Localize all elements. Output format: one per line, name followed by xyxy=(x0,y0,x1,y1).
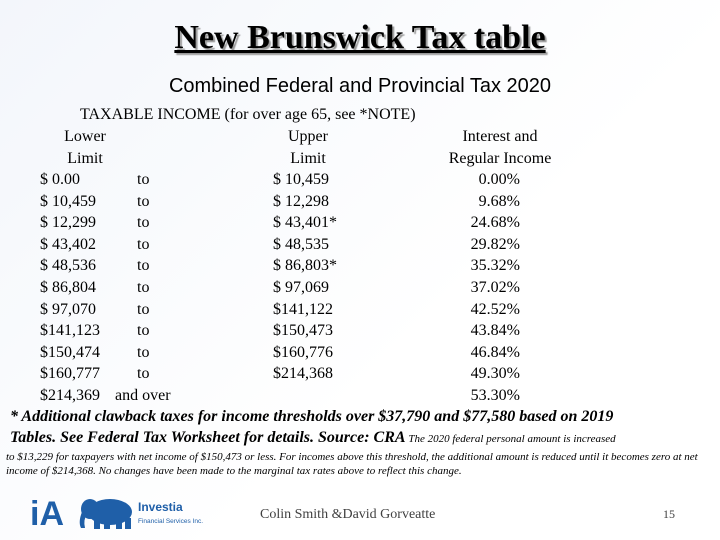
lower-limit-cell: $160,777 xyxy=(40,365,100,383)
upper-limit-cell: $214,368 xyxy=(273,365,333,383)
to-cell: to xyxy=(137,365,150,383)
lower-limit-cell: $ 0.00 xyxy=(40,171,80,188)
upper-limit-cell: $ 86,803* xyxy=(273,257,337,275)
upper-limit-cell: $ 12,298 xyxy=(273,192,329,210)
lower-limit-cell: $150,474 xyxy=(40,343,100,361)
table-row xyxy=(0,255,720,277)
to-cell: to xyxy=(137,171,150,188)
rate-header-line-2: Regular Income xyxy=(448,149,552,167)
table-row xyxy=(0,191,720,213)
table-row xyxy=(0,212,720,234)
to-cell: to xyxy=(137,192,150,210)
rate-cell: 49.30% xyxy=(470,365,520,383)
rate-cell: 43.84% xyxy=(470,322,520,340)
footer-authors: Colin Smith &David Gorveatte xyxy=(260,507,436,522)
table-row xyxy=(0,342,720,364)
rate-cell: 0.00% xyxy=(478,171,520,188)
table-row xyxy=(0,169,720,191)
note-line-2-bold: Tables. See Federal Tax Worksheet for details. Source: CRA xyxy=(10,429,406,446)
rate-header xyxy=(440,126,560,169)
to-cell: to xyxy=(137,278,150,296)
rate-cell: 35.32% xyxy=(470,257,520,275)
upper-header-line-2: Limit xyxy=(290,149,326,167)
lower-limit-cell: $ 97,070 xyxy=(40,300,96,318)
rate-cell: 24.68% xyxy=(470,214,520,232)
page-title: New Brunswick Tax table xyxy=(174,19,546,56)
personal-amount-note: to $13,229 for taxpayers with net income of $150,473 or less. For incomes above this threshold, the additional amount is reduced until it becomes zero at net income of $214,368. No changes have been made to the marginal tax rates above to reflect this change. xyxy=(6,451,698,477)
ia-investia-logo xyxy=(30,492,210,532)
lower-limit-header xyxy=(60,126,110,169)
lower-limit-cell: $ 12,299 xyxy=(40,214,96,232)
clawback-note xyxy=(10,406,715,450)
rate-cell: 42.52% xyxy=(470,300,520,318)
to-cell: to xyxy=(137,322,150,340)
table-row xyxy=(0,299,720,321)
upper-limit-cell: $141,122 xyxy=(273,300,333,318)
lower-limit-cell: $ 48,536 xyxy=(40,257,96,275)
lower-header-line-2: Limit xyxy=(67,149,103,167)
lower-limit-cell: $ 86,804 xyxy=(40,278,96,296)
to-cell: to xyxy=(137,257,150,275)
table-row xyxy=(0,363,720,385)
rate-cell: 9.68% xyxy=(478,192,520,210)
lower-limit-cell: $141,123 xyxy=(40,322,100,340)
page-subtitle: Combined Federal and Provincial Tax 2020 xyxy=(168,75,552,97)
upper-limit-cell: $ 48,535 xyxy=(273,235,329,253)
rate-cell: 29.82% xyxy=(470,235,520,253)
table-row xyxy=(0,320,720,342)
tax-table xyxy=(0,169,720,407)
to-cell: to xyxy=(137,214,150,232)
logo-line-1: Investia xyxy=(138,500,183,514)
lower-header-line-1: Lower xyxy=(64,128,106,145)
to-cell: to xyxy=(137,343,150,361)
page-number: 15 xyxy=(663,507,675,521)
note-line-1: * Additional clawback taxes for income thresholds over $37,790 and $77,580 based on 2019 xyxy=(10,408,614,425)
rate-cell: 53.30% xyxy=(470,386,520,404)
table-row xyxy=(0,234,720,256)
lower-limit-cell: $ 43,402 xyxy=(40,235,96,253)
elephant-icon xyxy=(80,499,132,529)
lower-limit-cell: $ 10,459 xyxy=(40,192,96,210)
to-cell: to xyxy=(137,300,150,318)
upper-limit-cell: $150,473 xyxy=(273,322,333,340)
upper-limit-cell: $ 10,459 xyxy=(273,171,329,188)
upper-limit-header xyxy=(283,126,333,169)
upper-limit-cell: $ 97,069 xyxy=(273,278,329,296)
rate-cell: 46.84% xyxy=(470,343,520,361)
rate-header-line-1: Interest and xyxy=(462,128,538,145)
table-row xyxy=(0,277,720,299)
upper-limit-cell: $ 43,401* xyxy=(273,214,337,232)
upper-header-line-1: Upper xyxy=(288,128,328,145)
table-row xyxy=(0,385,720,407)
lower-limit-cell: $214,369 xyxy=(40,386,100,404)
to-cell: to xyxy=(137,235,150,253)
upper-limit-cell: $160,776 xyxy=(273,343,333,361)
to-cell: and over xyxy=(115,386,171,404)
logo-mark: iA xyxy=(30,495,64,532)
note-line-2 xyxy=(10,427,715,450)
taxable-income-header: TAXABLE INCOME (for over age 65, see *NOTE) xyxy=(80,106,416,123)
logo-graphic xyxy=(30,492,210,532)
note-line-2-small: The 2020 federal personal amount is increased xyxy=(405,433,616,445)
logo-line-2: Financial Services Inc. xyxy=(138,518,204,525)
rate-cell: 37.02% xyxy=(470,278,520,296)
